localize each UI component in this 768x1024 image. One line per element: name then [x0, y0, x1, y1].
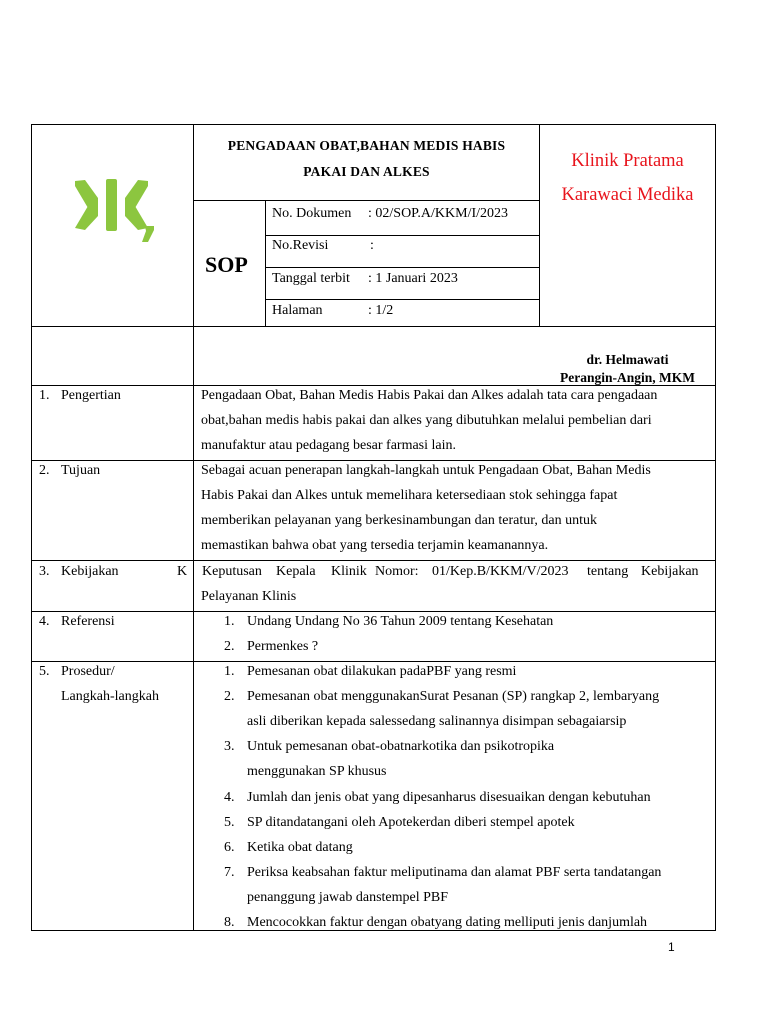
section-pengertian-num: 1. [39, 388, 50, 403]
kebijakan-word: tentang [587, 564, 629, 579]
section-tujuan-label: Tujuan [61, 463, 101, 478]
prosedur-item: Untuk pemesanan obat-obatnarkotika dan psikotropika [247, 739, 555, 754]
section-pengertian-label: Pengertian [61, 388, 121, 403]
prosedur-item: Pemesanan obat menggunakanSurat Pesanan (SP) rangkap 2, lembaryang [247, 689, 660, 704]
prosedur-item-cont: menggunakan SP khusus [247, 764, 387, 779]
revisi-value: : [370, 238, 374, 253]
page-number: 1 [668, 940, 675, 954]
referensi-item: Undang Undang No 36 Tahun 2009 tentang Kesehatan [247, 614, 554, 629]
section-prosedur-num: 5. [39, 664, 50, 679]
prosedur-item-num: 3. [224, 739, 235, 754]
section-prosedur-label2: Langkah-langkah [61, 689, 159, 704]
prosedur-item-num: 2. [224, 689, 235, 704]
prosedur-item: Mencocokkan faktur dengan obatyang dating melliputi jenis danjumlah [247, 915, 648, 930]
clinic-name-line2: Karawaci Medika [561, 185, 694, 205]
doc-no-value: : 02/SOP.A/KKM/I/2023 [368, 206, 509, 221]
section-kebijakan-num: 3. [39, 564, 50, 579]
document-title-line1: PENGADAAN OBAT,BAHAN MEDIS HABIS [227, 138, 506, 153]
kebijakan-word: Nomor: [375, 564, 419, 579]
signer-line2: Perangin-Angin, MKM [560, 370, 695, 385]
tanggal-label: Tanggal terbit [272, 271, 350, 286]
prosedur-item-cont: penanggung jawab danstempel PBF [247, 890, 449, 905]
prosedur-item: Periksa keabsahan faktur meliputinama dan alamat PBF serta tandatangan [247, 865, 662, 880]
kebijakan-word: 01/Kep.B/KKM/V/2023 [432, 564, 569, 579]
prosedur-item-num: 5. [224, 815, 235, 830]
revisi-label: No.Revisi [272, 238, 329, 253]
pengertian-line: obat,bahan medis habis pakai dan alkes yang dibutuhkan melalui pembelian dari [201, 413, 652, 428]
doc-no-label: No. Dokumen [272, 206, 352, 221]
section-tujuan-num: 2. [39, 463, 50, 478]
prosedur-item: SP ditandatangani oleh Apotekerdan diberi stempel apotek [247, 815, 575, 830]
section-prosedur-label1: Prosedur/ [61, 664, 115, 679]
sop-label: SOP [205, 252, 248, 277]
halaman-value: : 1/2 [368, 303, 394, 318]
referensi-item: Permenkes ? [247, 639, 319, 654]
prosedur-item: Jumlah dan jenis obat yang dipesanharus disesuaikan dengan kebutuhan [247, 790, 651, 805]
section-referensi-num: 4. [39, 614, 50, 629]
clinic-logo [72, 176, 156, 246]
document-title-line2: PAKAI DAN ALKES [303, 164, 430, 179]
prosedur-item-num: 8. [224, 915, 235, 930]
prosedur-item-num: 6. [224, 840, 235, 855]
prosedur-item-num: 7. [224, 865, 235, 880]
tujuan-line: memberikan pelayanan yang berkesinambungan dan teratur, dan untuk [201, 513, 597, 528]
clinic-name-line1: Klinik Pratama [571, 151, 684, 171]
prosedur-item: Pemesanan obat dilakukan padaPBF yang resmi [247, 664, 517, 679]
kebijakan-word: Klinik [331, 564, 367, 579]
kebijakan-word: Kepala [276, 564, 316, 579]
kebijakan-word: Keputusan [202, 564, 262, 579]
tanggal-value: : 1 Januari 2023 [368, 271, 458, 286]
kebijakan-word: Kebijakan [641, 564, 699, 579]
halaman-label: Halaman [272, 303, 323, 318]
section-kebijakan-extra: K [177, 564, 188, 579]
section-kebijakan-label: Kebijakan [61, 564, 119, 579]
prosedur-item: Ketika obat datang [247, 840, 353, 855]
tujuan-line: Sebagai acuan penerapan langkah-langkah untuk Pengadaan Obat, Bahan Medis [201, 463, 651, 478]
section-referensi-label: Referensi [61, 614, 115, 629]
prosedur-item-num: 1. [224, 664, 235, 679]
signer-line1: dr. Helmawati [586, 352, 669, 367]
clinic-name [540, 144, 715, 212]
prosedur-item-num: 4. [224, 790, 235, 805]
referensi-item-num: 2. [224, 639, 235, 654]
document-title [194, 133, 539, 185]
referensi-item-num: 1. [224, 614, 235, 629]
prosedur-item-cont: asli diberikan kepada salessedang salinannya disimpan sebagaiarsip [247, 714, 627, 729]
tujuan-line: Habis Pakai dan Alkes untuk memelihara ketersediaan stok sehingga fapat [201, 488, 618, 503]
signer-name [540, 351, 715, 387]
pengertian-line: Pengadaan Obat, Bahan Medis Habis Pakai dan Alkes adalah tata cara pengadaan [201, 388, 658, 403]
kebijakan-line2: Pelayanan Klinis [201, 589, 297, 604]
tujuan-line: memastikan bahwa obat yang tersedia terjamin keamanannya. [201, 538, 549, 553]
pengertian-line: manufaktur atau pedagang besar farmasi lain. [201, 438, 457, 453]
